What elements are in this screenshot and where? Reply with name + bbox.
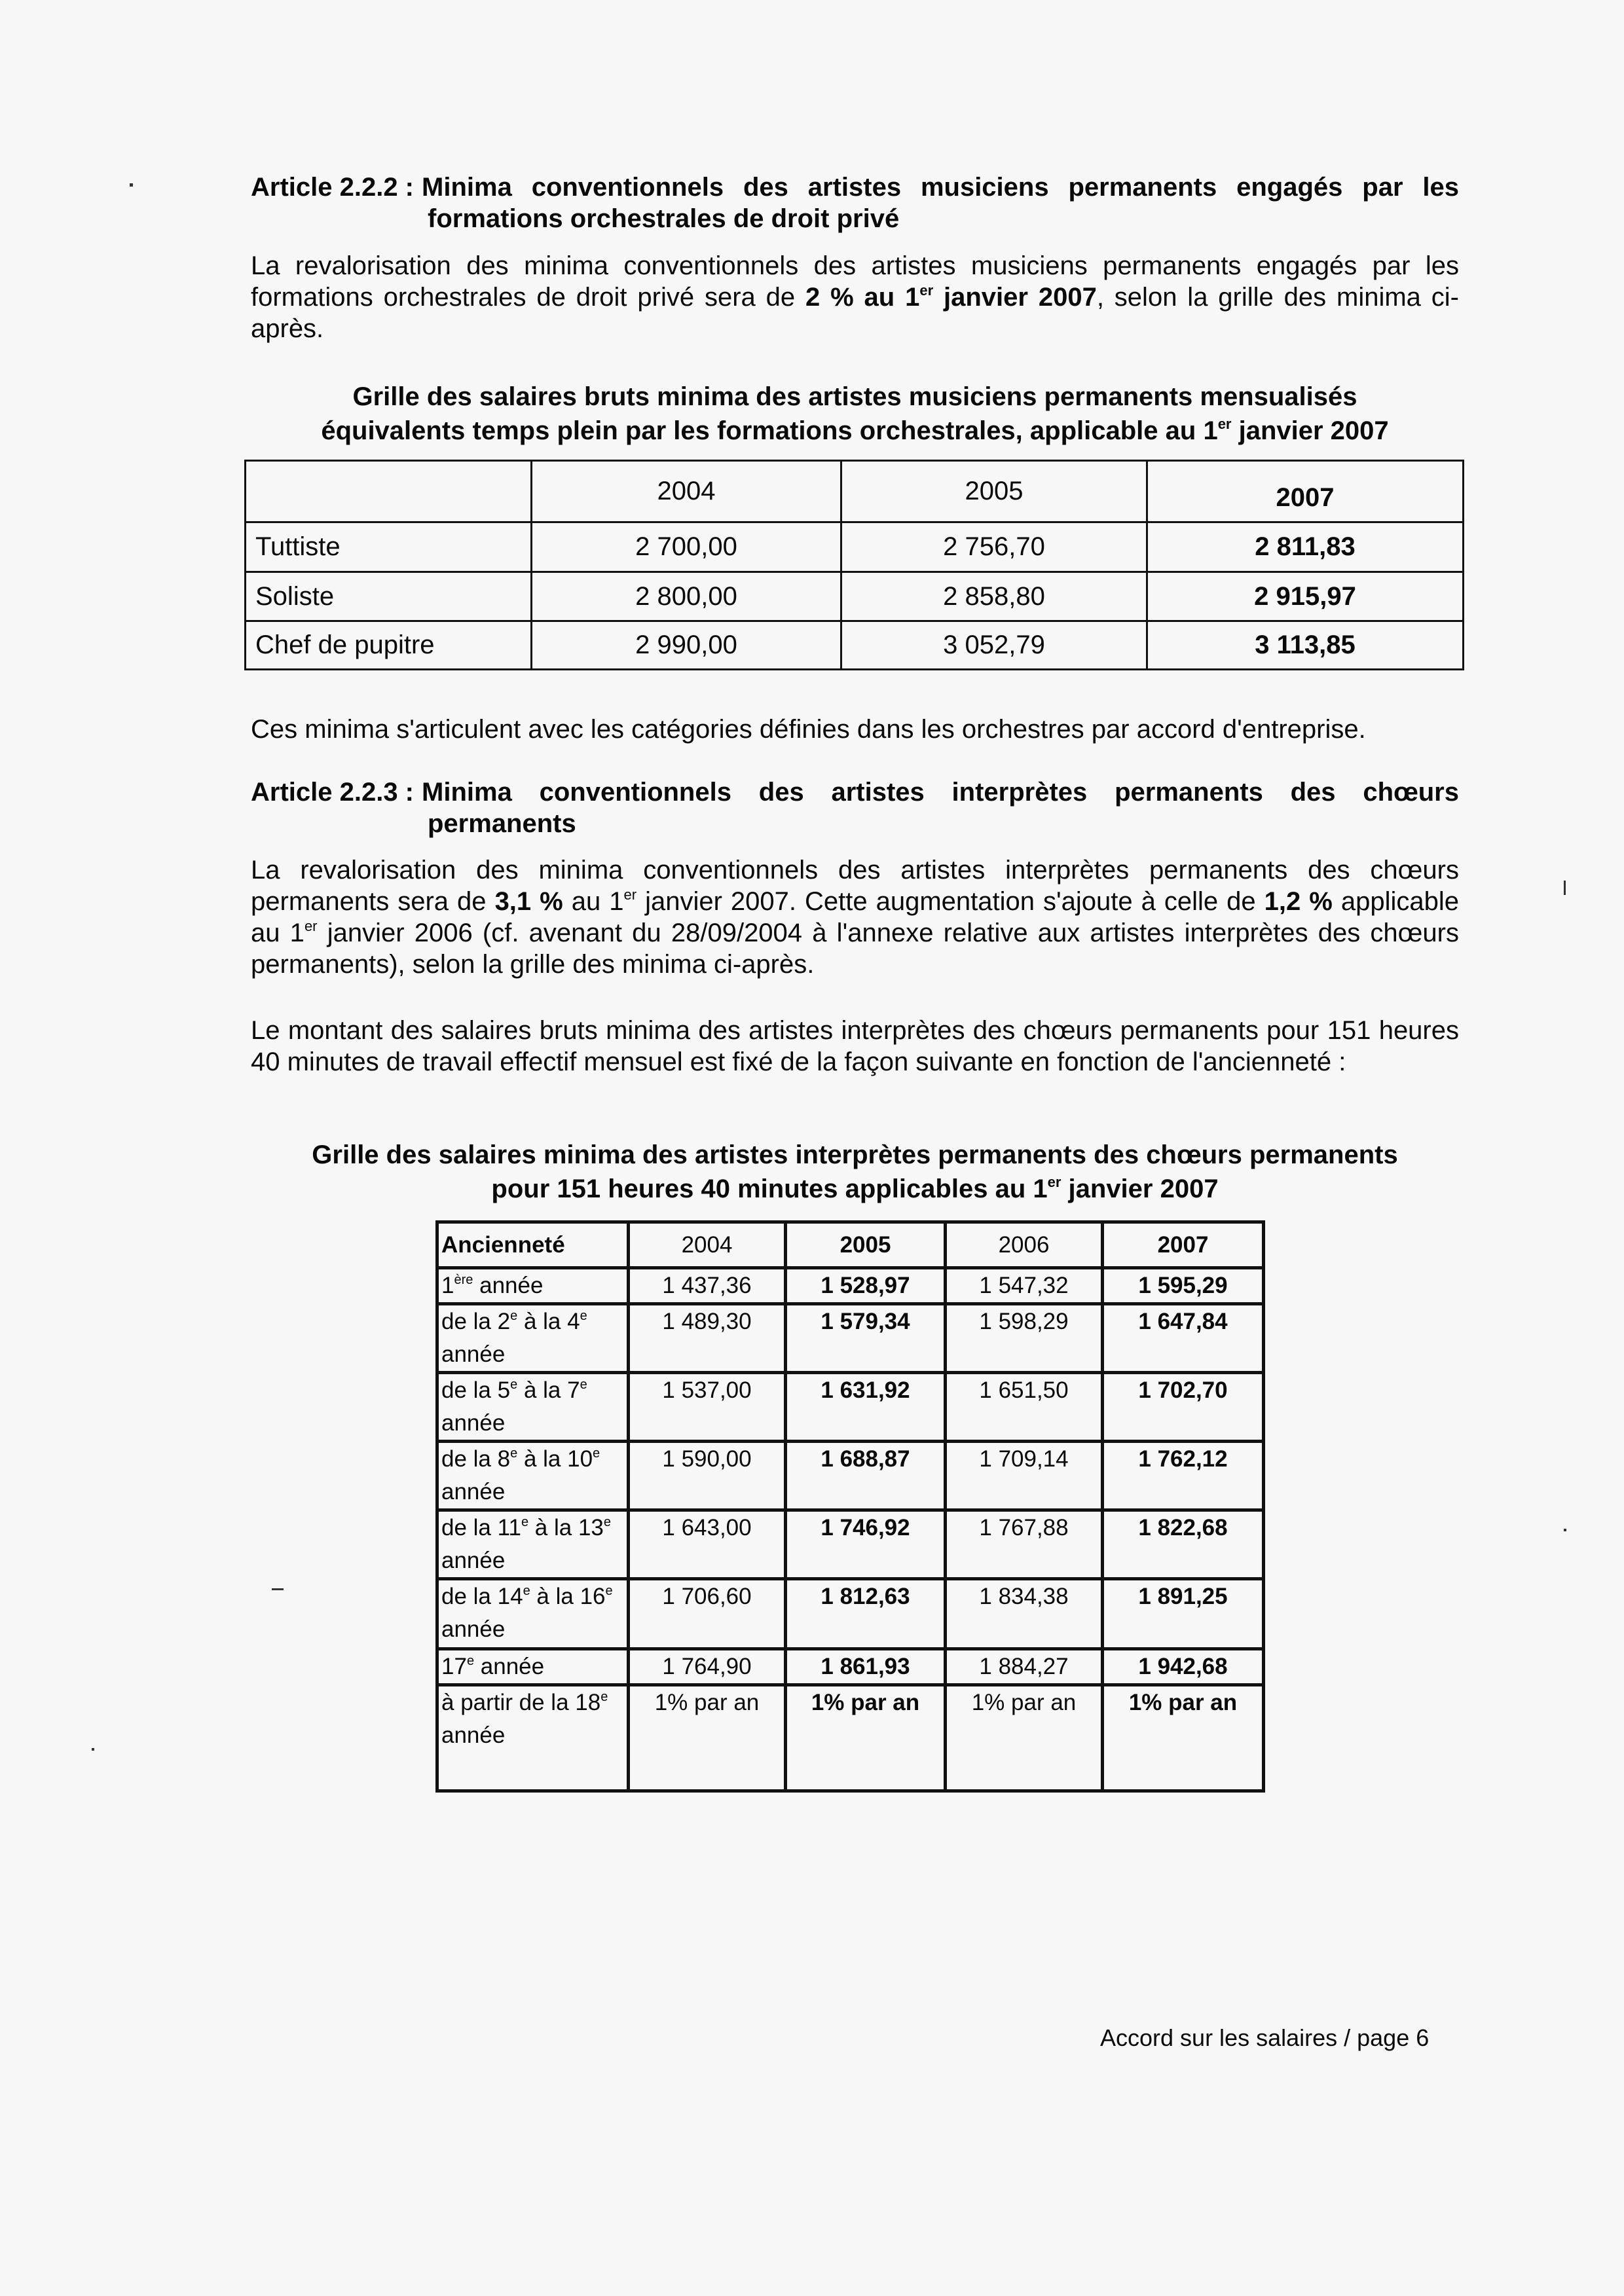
para-text: La revalorisation des minima conventionnels des artistes musiciens permanents engagés par les formations orchestrales de droit privé sera de	[251, 251, 1459, 312]
label-sup: e	[605, 1584, 613, 1598]
header-cell-empty	[246, 461, 532, 522]
title-sup: er	[1217, 416, 1232, 432]
cell-value: 1 528,97	[786, 1268, 946, 1304]
article-2-2-2-heading	[251, 172, 1459, 234]
cell-value: 1 861,93	[786, 1649, 946, 1685]
cell-value: 1 764,90	[629, 1649, 786, 1685]
para-bold: 2 % au 1	[805, 283, 920, 312]
row-label	[437, 1685, 629, 1791]
cell-value: 2 915,97	[1147, 572, 1464, 621]
scan-speck	[1564, 881, 1566, 895]
scan-speck	[1564, 1529, 1566, 1531]
row-label	[437, 1373, 629, 1442]
label-text: année	[441, 1722, 506, 1748]
cell-value: 2 700,00	[532, 522, 841, 572]
article-title-line2: permanents	[428, 809, 576, 838]
article-label: Article 2.2.2 :	[251, 173, 415, 202]
cell-value: 1 590,00	[629, 1442, 786, 1510]
cell-value: 2 858,80	[841, 572, 1147, 621]
title-text: janvier 2007	[1061, 1175, 1219, 1203]
label-text: de la 11	[441, 1515, 521, 1540]
header-cell-2006: 2006	[946, 1222, 1103, 1268]
cell-value: 1 595,29	[1103, 1268, 1264, 1304]
cell-value: 1 822,68	[1103, 1510, 1264, 1579]
article-2-2-2-paragraph	[251, 250, 1459, 344]
label-text: année	[441, 1341, 506, 1367]
table-row	[437, 1304, 1264, 1373]
label-text: 17	[441, 1654, 467, 1679]
para-bold: 1,2 %	[1264, 887, 1333, 916]
para-text: applicable au 1	[251, 887, 1460, 947]
table-row	[437, 1373, 1264, 1442]
table1-title	[251, 380, 1459, 448]
table2-title-line2	[251, 1172, 1459, 1206]
label-text: à la 7	[517, 1377, 580, 1403]
label-text: de la 14	[441, 1584, 523, 1609]
article-label: Article 2.2.3 :	[251, 778, 415, 807]
row-label	[437, 1649, 629, 1685]
para-text: au 1	[563, 887, 624, 916]
scan-speck	[130, 183, 133, 187]
cell-value: 1% par an	[1103, 1685, 1264, 1791]
row-label	[437, 1268, 629, 1304]
label-sup: e	[510, 1309, 518, 1323]
para-text: janvier 2007. Cette augmentation s'ajoute à celle de	[637, 887, 1264, 916]
label-text: à la 10	[517, 1446, 593, 1472]
table-row	[437, 1442, 1264, 1510]
cell-value: 1 651,50	[946, 1373, 1103, 1442]
cell-value: 2 756,70	[841, 522, 1147, 572]
label-text: 1	[441, 1273, 454, 1298]
label-sup: e	[466, 1654, 475, 1668]
para-text: janvier 2006 (cf. avenant du 28/09/2004 à l'annexe relative aux artistes interprètes des chœurs permanents), selon la grille des minima ci-après.	[251, 919, 1459, 979]
header-cell-anciennete: Ancienneté	[437, 1222, 629, 1268]
table1-note: Ces minima s'articulent avec les catégories définies dans les orchestres par accord d'entreprise.	[251, 715, 1366, 744]
para-sup: er	[304, 918, 318, 934]
table2-title-line1: Grille des salaires minima des artistes interprètes permanents des chœurs permanents	[312, 1140, 1398, 1169]
row-label: Soliste	[246, 572, 532, 621]
cell-value: 1 631,92	[786, 1373, 946, 1442]
row-label: Tuttiste	[246, 522, 532, 572]
table-row	[246, 621, 1464, 670]
label-sup: e	[510, 1446, 518, 1461]
table-row	[437, 1649, 1264, 1685]
table-row	[246, 572, 1464, 621]
label-sup: e	[521, 1515, 529, 1529]
cell-value: 1 489,30	[629, 1304, 786, 1373]
row-label	[437, 1442, 629, 1510]
article-2-2-3-heading	[251, 776, 1459, 839]
title-text: janvier 2007	[1231, 416, 1389, 445]
cell-value: 3 052,79	[841, 621, 1147, 670]
cell-value: 1 706,60	[629, 1579, 786, 1649]
table-header-row	[437, 1222, 1264, 1268]
cell-value: 1 437,36	[629, 1268, 786, 1304]
row-label	[437, 1579, 629, 1649]
table1-title-line2	[251, 414, 1459, 448]
table-header-row	[246, 461, 1464, 522]
scan-speck	[92, 1748, 94, 1751]
cell-value: 1 709,14	[946, 1442, 1103, 1510]
article-title-line1: Minima conventionnels des artistes musiciens permanents engagés par les	[422, 173, 1459, 202]
cell-value: 1 884,27	[946, 1649, 1103, 1685]
row-label	[437, 1510, 629, 1579]
cell-value: 2 990,00	[532, 621, 841, 670]
header-cell-2004: 2004	[629, 1222, 786, 1268]
cell-value: 1 598,29	[946, 1304, 1103, 1373]
cell-value: 1 812,63	[786, 1579, 946, 1649]
label-text: année	[474, 1654, 545, 1679]
para-bold: 3,1 %	[494, 887, 563, 916]
label-sup: ère	[454, 1273, 473, 1287]
cell-value: 1 834,38	[946, 1579, 1103, 1649]
scan-speck	[272, 1588, 284, 1590]
row-label: Chef de pupitre	[246, 621, 532, 670]
label-sup: e	[510, 1377, 518, 1392]
label-sup: e	[580, 1377, 587, 1392]
table2-title	[251, 1138, 1459, 1206]
para-text: , selon la grille des minima ci-après.	[251, 283, 1459, 343]
page-footer: Accord sur les salaires / page 6	[1100, 2024, 1430, 2051]
table-row	[437, 1685, 1264, 1791]
para-sup: er	[919, 282, 934, 299]
article-2-2-3-paragraph-1	[251, 854, 1459, 980]
table1-title-line1: Grille des salaires bruts minima des artistes musiciens permanents mensualisés	[352, 382, 1357, 411]
cell-value: 1 647,84	[1103, 1304, 1264, 1373]
header-cell-2005: 2005	[786, 1222, 946, 1268]
row-label	[437, 1304, 629, 1373]
label-text: année	[473, 1273, 544, 1298]
label-text: année	[441, 1410, 506, 1436]
cell-value: 1 767,88	[946, 1510, 1103, 1579]
label-text: à la 4	[517, 1309, 580, 1334]
header-cell-2004: 2004	[532, 461, 841, 522]
title-text: équivalents temps plein par les formations orchestrales, applicable au 1	[321, 416, 1218, 445]
cell-value: 3 113,85	[1147, 621, 1464, 670]
title-text: pour 151 heures 40 minutes applicables au 1	[491, 1175, 1048, 1203]
table-row	[437, 1268, 1264, 1304]
table-row	[437, 1510, 1264, 1579]
label-text: à la 13	[528, 1515, 604, 1540]
table-row	[437, 1579, 1264, 1649]
cell-value: 1 643,00	[629, 1510, 786, 1579]
musicians-salary-table	[244, 460, 1464, 670]
header-cell-2007: 2007	[1103, 1222, 1264, 1268]
label-text: à la 16	[530, 1584, 606, 1609]
label-sup: e	[580, 1309, 587, 1323]
para-sup: er	[623, 886, 637, 903]
article-title-line2: formations orchestrales de droit privé	[428, 204, 900, 233]
article-2-2-3-paragraph-2: Le montant des salaires bruts minima des artistes interprètes des chœurs permanents pour 151 heures 40 minutes de travail effectif mensuel est fixé de la façon suivante en fonction de l'ancienneté :	[251, 1016, 1459, 1076]
cell-value: 1% par an	[629, 1685, 786, 1791]
label-sup: e	[600, 1690, 608, 1704]
label-text: année	[441, 1548, 506, 1573]
cell-value: 1 762,12	[1103, 1442, 1264, 1510]
label-text: de la 8	[441, 1446, 511, 1472]
title-sup: er	[1047, 1174, 1061, 1190]
para-text: La revalorisation des minima conventionnels des artistes interprètes permanents des chœurs permanents sera de	[251, 856, 1459, 916]
label-sup: e	[603, 1515, 612, 1529]
label-text: à partir de la 18	[441, 1690, 601, 1715]
label-text: de la 5	[441, 1377, 511, 1403]
cell-value: 1 579,34	[786, 1304, 946, 1373]
cell-value: 1% par an	[786, 1685, 946, 1791]
label-sup: e	[523, 1584, 530, 1598]
cell-value: 1 537,00	[629, 1373, 786, 1442]
table-row	[246, 522, 1464, 572]
cell-value: 1 702,70	[1103, 1373, 1264, 1442]
cell-value: 2 811,83	[1147, 522, 1464, 572]
cell-value: 1 746,92	[786, 1510, 946, 1579]
cell-value: 1 942,68	[1103, 1649, 1264, 1685]
header-cell-2005: 2005	[841, 461, 1147, 522]
cell-value: 2 800,00	[532, 572, 841, 621]
cell-value: 1 547,32	[946, 1268, 1103, 1304]
para-bold: janvier 2007	[933, 283, 1097, 312]
label-sup: e	[593, 1446, 600, 1461]
article-title-line1: Minima conventionnels des artistes interprètes permanents des chœurs	[422, 778, 1459, 807]
choir-salary-table	[435, 1220, 1265, 1793]
header-cell-2007: 2007	[1147, 461, 1464, 522]
label-text: année	[441, 1616, 506, 1642]
cell-value: 1 891,25	[1103, 1579, 1264, 1649]
label-text: année	[441, 1479, 506, 1504]
cell-value: 1% par an	[946, 1685, 1103, 1791]
cell-value: 1 688,87	[786, 1442, 946, 1510]
label-text: de la 2	[441, 1309, 511, 1334]
